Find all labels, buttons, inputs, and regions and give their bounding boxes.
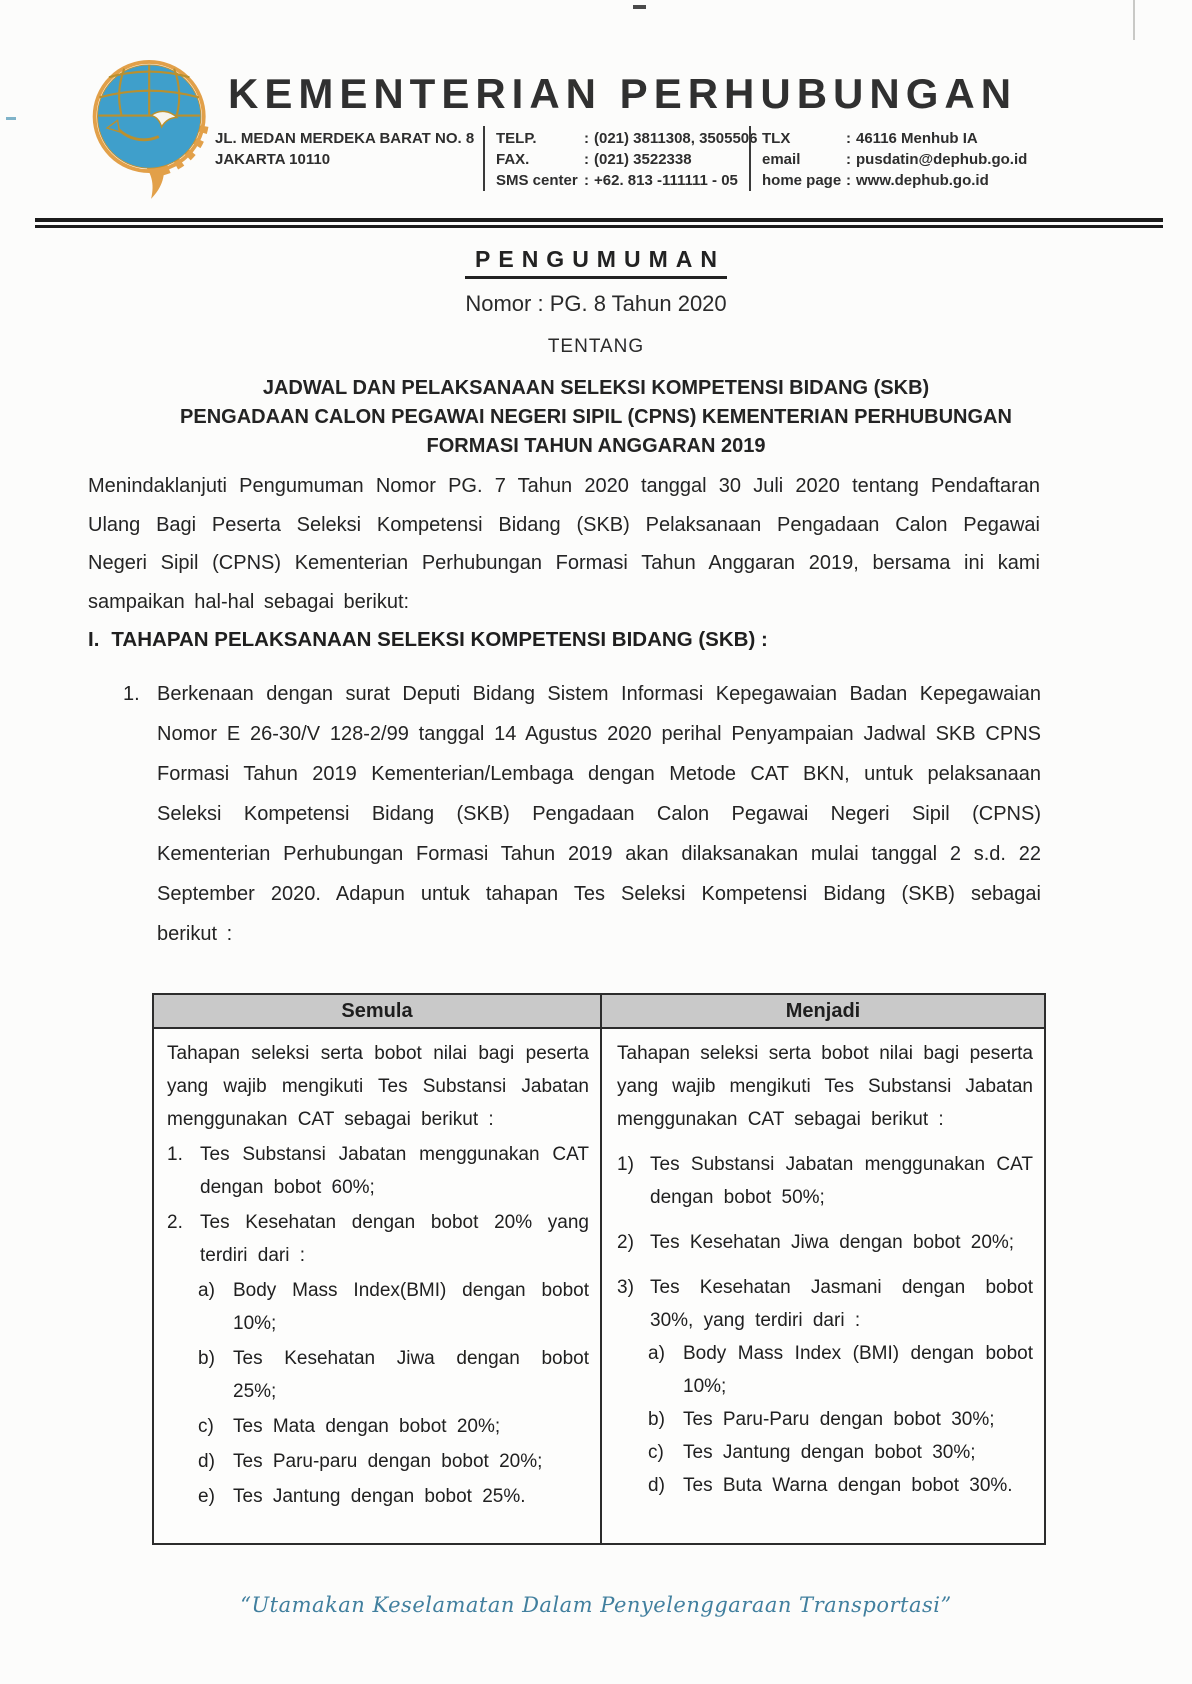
fax-value: (021) 3522338 xyxy=(594,151,692,168)
phone-block xyxy=(483,126,758,191)
email-line: email : pusdatin@dephub.go.id xyxy=(762,151,1028,168)
scan-artifact-tick xyxy=(6,117,16,120)
telp-value: (021) 3811308, 3505506 xyxy=(594,130,758,147)
table-header-semula: Semula xyxy=(341,1000,413,1022)
item-text: Berkenaan dengan surat Deputi Bidang Sistem Informasi Kepegawaian Badan Kepegawaian Nomor E 26-30/V 128-2/99 tanggal 14 Agustus 2020 perihal Penyampaian Jadwal SKB CPNS Formasi Tahun 2019 Kementerian/Lembaga dengan Metode CAT BKN, untuk pelaksanaan Seleksi Kompetensi Bidang (SKB) Pengadaan Calon Pegawai Negeri Sipil (CPNS) Kementerian Perhubungan Formasi Tahun 2019 akan dilaksanakan mulai tanggal 2 s.d. 22 September 2020. Adapun untuk tahapan Tes Seleksi Kompetensi Bidang (SKB) sebagai berikut : xyxy=(157,683,1041,945)
section-heading-text: TAHAPAN PELAKSANAAN SELEKSI KOMPETENSI BIDANG (SKB) : xyxy=(111,628,768,651)
table-cell-semula xyxy=(154,1029,600,1543)
sub-list xyxy=(648,1337,1033,1502)
table-cell-menjadi xyxy=(600,1029,1044,1543)
telp-line: TELP. : (021) 3811308, 3505506 xyxy=(496,130,758,147)
list-item: 1. Tes Substansi Jabatan menggunakan CAT dengan bobot 60%; xyxy=(167,1144,589,1198)
sub-list-item: a) Body Mass Index (BMI) dengan bobot 10%; xyxy=(648,1343,1033,1397)
cell-intro: Tahapan seleksi serta bobot nilai bagi peserta yang wajib mengikuti Tes Substansi Jabatan menggunakan CAT sebagai berikut : xyxy=(617,1043,1033,1130)
address-line-2: JAKARTA 10110 xyxy=(215,151,331,168)
sms-value: +62. 813 -111111 - 05 xyxy=(594,172,738,189)
scan-artifact-dash xyxy=(633,5,646,9)
table-header-row xyxy=(154,995,1044,1029)
list-item: 2. Tes Kesehatan dengan bobot 20% yang terdiri dari : xyxy=(167,1212,589,1266)
homepage-value: www.dephub.go.id xyxy=(856,172,989,189)
document-title xyxy=(76,374,1116,461)
sub-list-item: c) Tes Jantung dengan bobot 30%; xyxy=(648,1442,976,1463)
kemenhub-ministry-logo-icon xyxy=(86,52,220,204)
announcement-heading: PENGUMUMAN xyxy=(0,246,1192,279)
letterhead-contact-block xyxy=(215,126,1028,191)
address-line-1: JL. MEDAN MERDEKA BARAT NO. 8 xyxy=(215,130,475,147)
sub-list-item: d) Tes Buta Warna dengan bobot 30%. xyxy=(648,1475,1013,1496)
sub-list-item: e) Tes Jantung dengan bobot 25%. xyxy=(198,1486,526,1507)
section-numeral: I. xyxy=(88,628,100,651)
table-header-menjadi: Menjadi xyxy=(600,995,1044,1027)
table-body-row xyxy=(154,1029,1044,1543)
sub-list xyxy=(198,1274,589,1513)
telex-block xyxy=(749,126,1028,191)
sub-list-item: c) Tes Mata dengan bobot 20%; xyxy=(198,1416,501,1437)
homepage-line: home page : www.dephub.go.id xyxy=(762,172,989,189)
comparison-table xyxy=(152,993,1046,1545)
sub-list-item: b) Tes Kesehatan Jiwa dengan bobot 25%; xyxy=(198,1348,589,1402)
letterhead-divider xyxy=(35,218,1163,228)
email-value: pusdatin@dephub.go.id xyxy=(856,151,1028,168)
document-title-line-1: JADWAL DAN PELAKSANAAN SELEKSI KOMPETENSI BIDANG (SKB) xyxy=(262,377,930,399)
sub-list-item: d) Tes Paru-paru dengan bobot 20%; xyxy=(198,1451,543,1472)
sms-line: SMS center : +62. 813 -111111 - 05 xyxy=(496,172,738,189)
fax-line: FAX. : (021) 3522338 xyxy=(496,151,692,168)
tlx-value: 46116 Menhub IA xyxy=(856,130,978,147)
item-marker: 1. xyxy=(123,683,140,705)
list-item: 2) Tes Kesehatan Jiwa dengan bobot 20%; xyxy=(617,1232,1015,1253)
document-title-line-3: FORMASI TAHUN ANGGARAN 2019 xyxy=(426,435,766,457)
scan-artifact-line xyxy=(1133,0,1135,40)
announcement-about: TENTANG xyxy=(547,336,645,357)
sub-list-item: a) Body Mass Index(BMI) dengan bobot 10%; xyxy=(198,1280,589,1334)
tlx-line: TLX : 46116 Menhub IA xyxy=(762,130,978,147)
footer-quote: “Utamakan Keselamatan Dalam Penyelenggaraan Transportasi” xyxy=(240,1593,952,1617)
ministry-name: KEMENTERIAN PERHUBUNGAN xyxy=(228,70,1018,117)
section-heading xyxy=(88,628,1048,652)
document-title-line-2: PENGADAAN CALON PEGAWAI NEGERI SIPIL (CPNS) KEMENTERIAN PERHUBUNGAN xyxy=(180,406,1012,428)
numbered-paragraph-1 xyxy=(123,674,1041,954)
announcement-number: Nomor : PG. 8 Tahun 2020 xyxy=(465,291,727,316)
address-block xyxy=(215,126,483,191)
list-item: 3) Tes Kesehatan Jasmani dengan bobot 30%, yang terdiri dari : xyxy=(617,1277,1033,1331)
cell-intro: Tahapan seleksi serta bobot nilai bagi peserta yang wajib mengikuti Tes Substansi Jabatan menggunakan CAT sebagai berikut : xyxy=(167,1043,589,1130)
sub-list-item: b) Tes Paru-Paru dengan bobot 30%; xyxy=(648,1409,995,1430)
intro-paragraph: Menindaklanjuti Pengumuman Nomor PG. 7 Tahun 2020 tanggal 30 Juli 2020 tentang Pendaftaran Ulang Bagi Peserta Seleksi Kompetensi Bidang (SKB) Pelaksanaan Pengadaan Calon Pegawai Negeri Sipil (CPNS) Kementerian Perhubungan Formasi Tahun Anggaran 2019, bersama ini kami sampaikan hal-hal sebagai berikut: xyxy=(88,475,1040,613)
list-item: 1) Tes Substansi Jabatan menggunakan CAT dengan bobot 50%; xyxy=(617,1154,1033,1208)
